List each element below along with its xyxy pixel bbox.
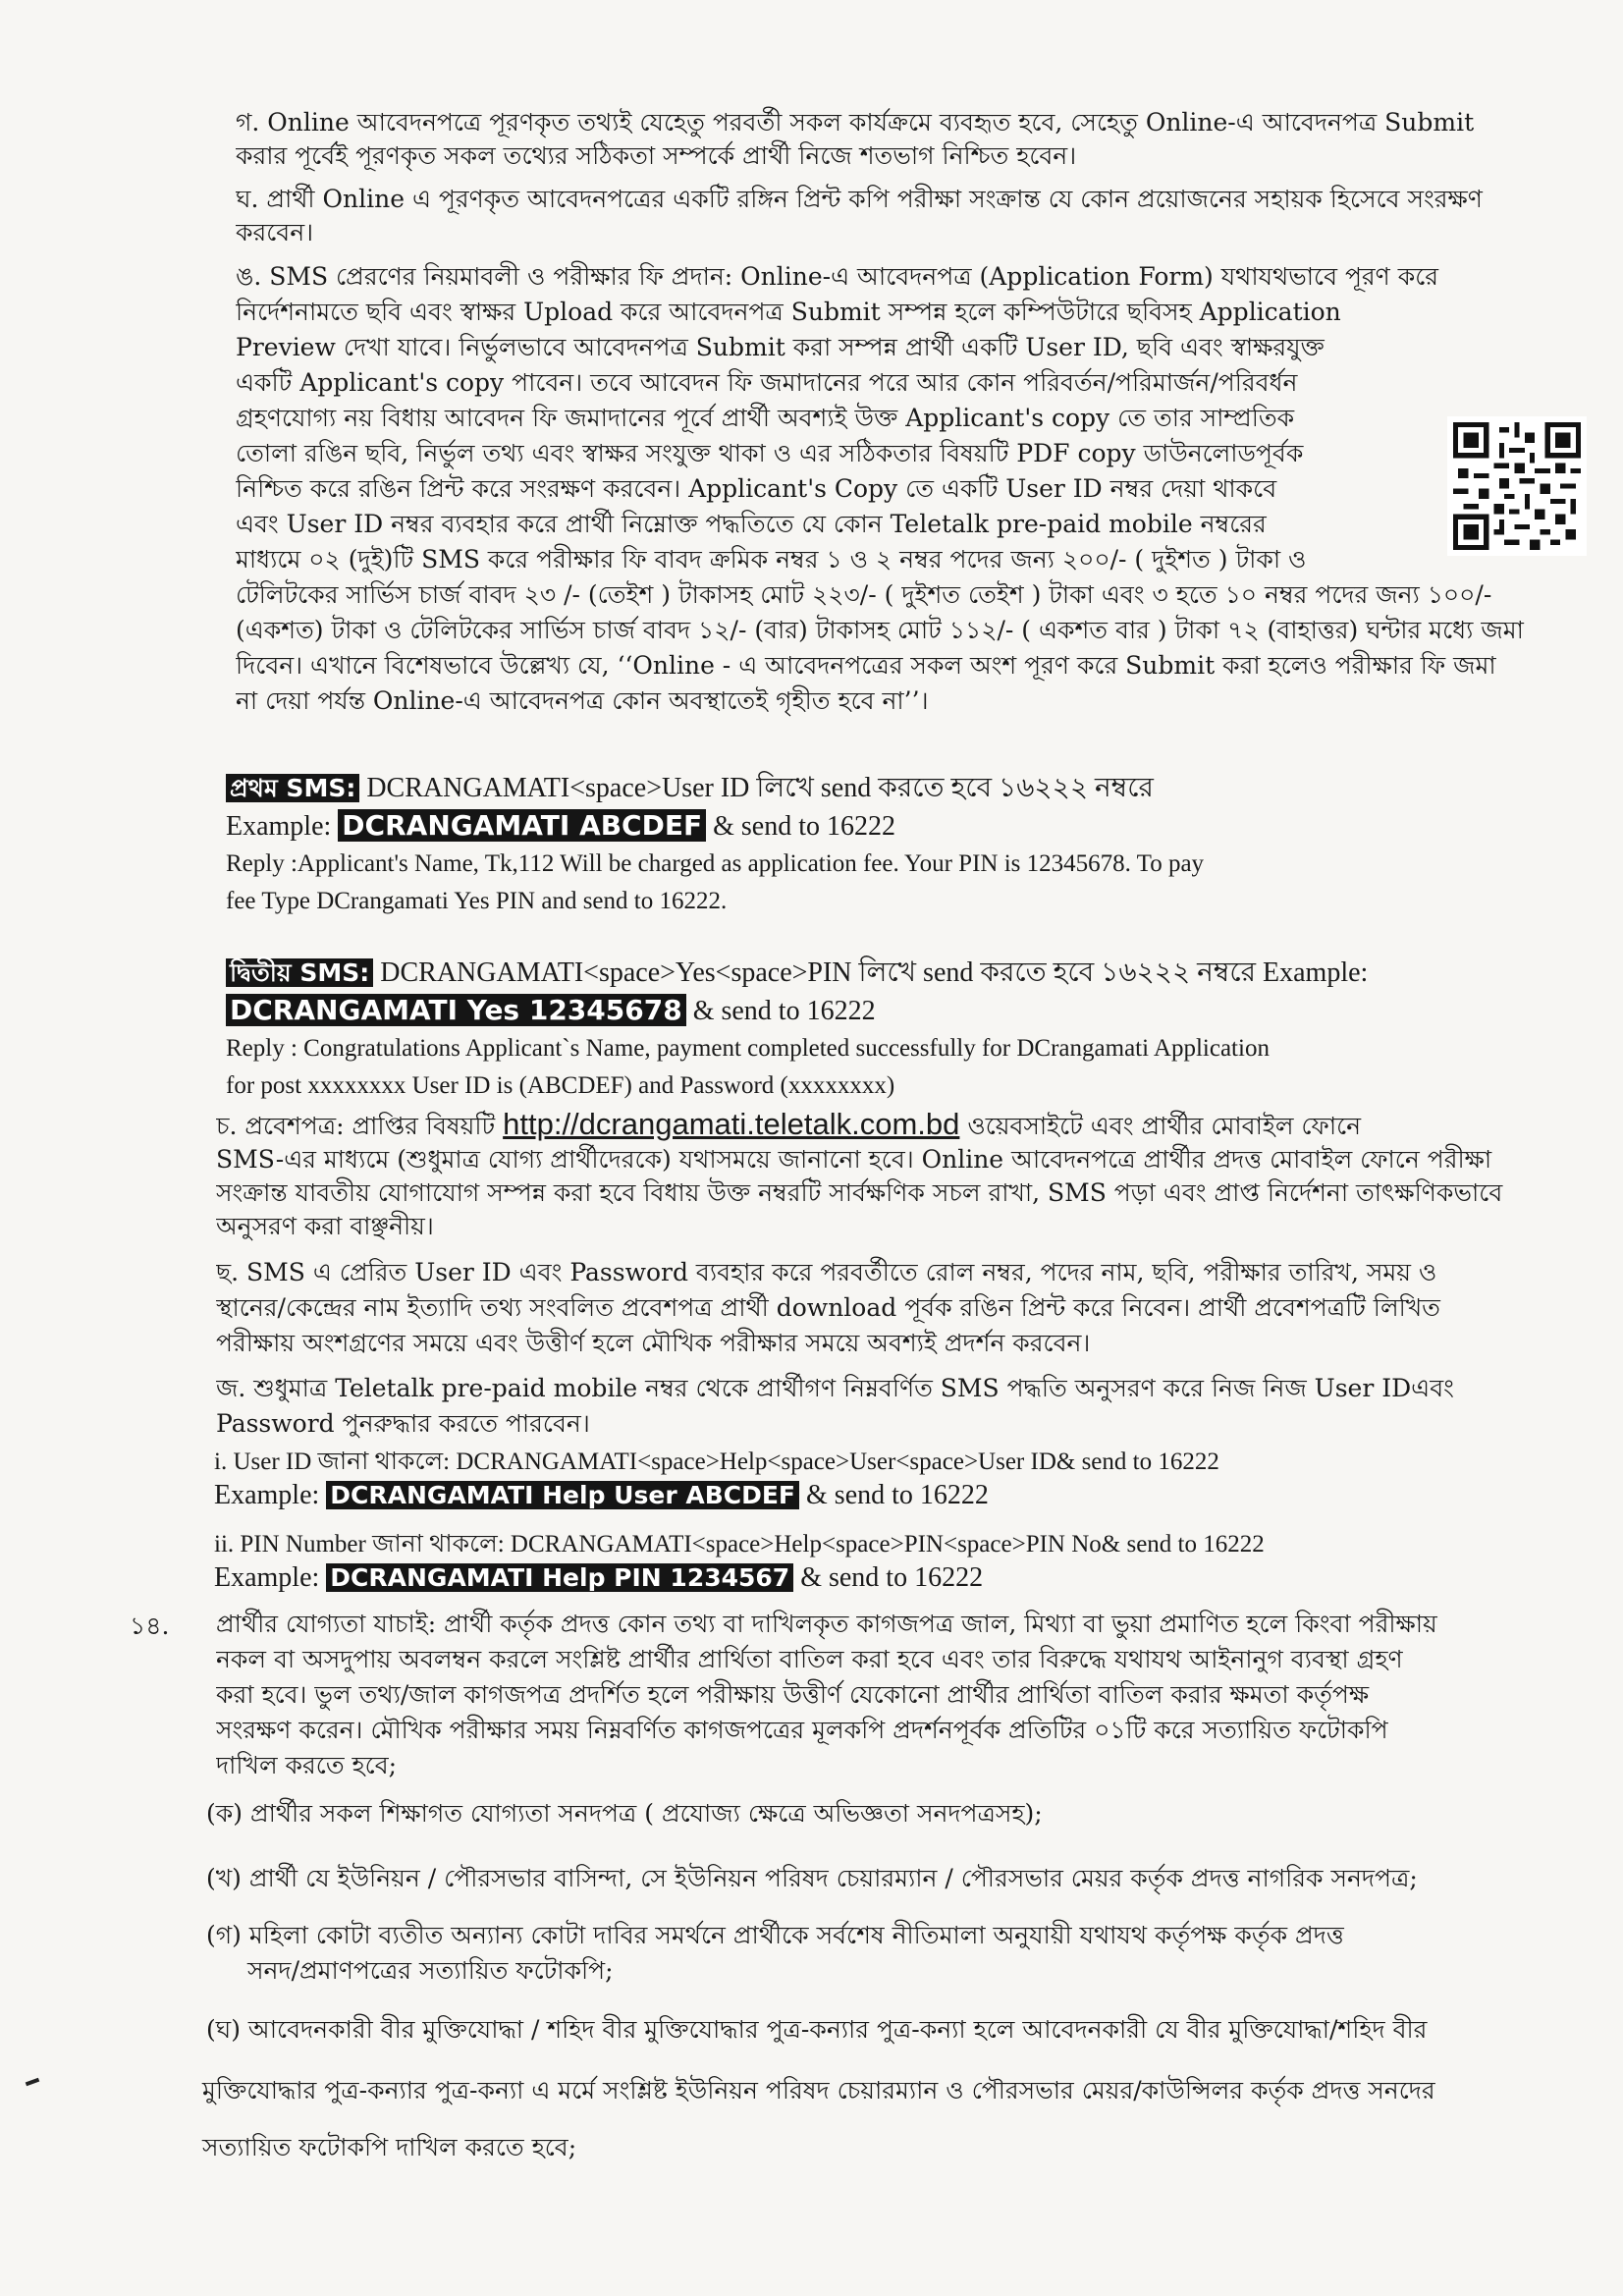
help-pin-line: ii. PIN Number জানা থাকলে: DCRANGAMATI<space>Help<space>PIN<space>PIN No& send to 16222 [214, 1531, 1265, 1558]
example-tail: & send to 16222 [706, 811, 895, 842]
website-link[interactable]: http://dcrangamati.teletalk.com.bd [503, 1108, 960, 1141]
example-label: Example: [226, 811, 339, 842]
text-line: দিবেন। এখানে বিশেষভাবে উল্লেখ্য যে, ‘‘Online - এ আবেদনপত্রের সকল অংশ পূরণ করে Submit করা হলেও পরীক্ষার ফি জমা [236, 651, 1496, 680]
sms-first-example-line [226, 807, 1581, 846]
text-line: SMS-এর মাধ্যমে (শুধুমাত্র যোগ্য প্রার্থীদেরকে) যথাসময়ে জানানো হবে। Online আবেদনপত্রে প্রার্থীর প্রদত্ত মোবাইল ফোনে পরীক্ষা [216, 1145, 1492, 1174]
sms-second-reply-2: for post xxxxxxxx User ID is (ABCDEF) and Password (xxxxxxxx) [226, 1072, 895, 1099]
section-14-body [216, 1607, 1581, 1783]
sms-second-label: দ্বিতীয় SMS: [226, 958, 373, 987]
sms-second-example-line [226, 992, 1581, 1030]
list-item-ka: (ক) প্রার্থীর সকল শিক্ষাগত যোগ্যতা সনদপত্র ( প্রযোজ্য ক্ষেত্রে অভিজ্ঞতা সনদপত্রসহ); [206, 1799, 1043, 1828]
list-item-gha-cont: সত্যায়িত ফটোকপি দাখিল করতে হবে; [202, 2133, 577, 2161]
cha-first-line [216, 1108, 1581, 1143]
paragraph-ja [216, 1371, 1581, 1442]
text-line: এবং User ID নম্বর ব্যবহার করে প্রার্থী নিম্নোক্ত পদ্ধতিতে যে কোন Teletalk pre-paid mobile নম্বরের [236, 510, 1267, 538]
cha-suffix: ওয়েবসাইটে এবং প্রার্থীর মোবাইল ফোনে [959, 1112, 1362, 1140]
text-line: গ্রহণযোগ্য নয় বিধায় আবেদন ফি জমাদানের পূর্বে প্রার্থী অবশ্যই উক্ত Applicant's copy তে তার সাম্প্রতিক [236, 404, 1295, 432]
text-line: নির্দেশনামতে ছবি এবং স্বাক্ষর Upload করে আবেদনপত্র Submit সম্পন্ন হলে কম্পিউটারে ছবিসহ Application [236, 298, 1341, 326]
text-line: (একশত) টাকা ও টেলিটকের সার্ভিস চার্জ বাবদ ১২/- (বার) টাকাসহ মোট ১১২/- ( একশত বার ) টাকা ৭২ (বাহাত্তর) ঘন্টার মধ্যে জমা [236, 616, 1524, 644]
paragraph-ga [236, 106, 1571, 173]
sms-first-format-line [226, 770, 1581, 807]
list-item-kha: (খ) প্রার্থী যে ইউনিয়ন / পৌরসভার বাসিন্দা, সে ইউনিয়ন পরিষদ চেয়ারম্যান / পৌরসভার মেয়র কর্তৃক প্রদত্ত নাগরিক সনদপত্র; [206, 1864, 1418, 1892]
text-line: মাধ্যমে ০২ (দুই)টি SMS করে পরীক্ষার ফি বাবদ ক্রমিক নম্বর ১ ও ২ নম্বর পদের জন্য ২০০/- ( দুইশত ) টাকা ও [236, 545, 1307, 574]
sms-first-format: DCRANGAMATI<space>User ID লিখে send করতে হবে ১৬২২২ নম্বরে [359, 773, 1154, 803]
text-line: ঙ. SMS প্রেরণের নিয়মাবলী ও পরীক্ষার ফি প্রদান: Online-এ আবেদনপত্র (Application Form) যথাযথভাবে পূরণ করে [236, 262, 1439, 291]
sms-second-format: DCRANGAMATI<space>Yes<space>PIN লিখে send করতে হবে ১৬২২২ নম্বরে Example: [373, 957, 1369, 988]
qr-code-icon [1447, 416, 1587, 556]
text-line: টেলিটকের সার্ভিস চার্জ বাবদ ২৩ /- (তেইশ ) টাকাসহ মোট ২২৩/- ( দুইশত তেইশ ) টাকা এবং ৩ হতে ১০ নম্বর পদের জন্য ১০০/- [236, 580, 1492, 609]
example-label: Example: [214, 1562, 327, 1593]
text-line: জ. শুধুমাত্র Teletalk pre-paid mobile নম্বর থেকে প্রার্থীগণ নিম্নবর্ণিত SMS পদ্ধতি অনুসরণ করে নিজ নিজ User IDএবং [216, 1374, 1454, 1402]
example-label: Example: [214, 1480, 327, 1510]
text-line: না দেয়া পর্যন্ত Online-এ আবেদনপত্র কোন অবস্থাতেই গৃহীত হবে না’’। [236, 686, 929, 715]
example-tail: & send to 16222 [685, 996, 876, 1026]
text-line: নকল বা অসদুপায় অবলম্বন করলে সংশ্লিষ্ট প্রার্থীর প্রার্থিতা বাতিল করা হবে এবং তার বিরুদ্ধে যথাযথ আইনানুগ ব্যবস্থা গ্রহণ [216, 1645, 1403, 1673]
text-line: সংক্রান্ত যাবতীয় যোগাযোগ সম্পন্ন করা হবে বিধায় উক্ত নম্বরটি সার্বক্ষণিক সচল রাখা, SMS পড়া এবং প্রাপ্ত নির্দেশনা তাৎক্ষণিকভাবে [216, 1178, 1503, 1207]
text-line: করবেন। [236, 218, 314, 246]
text-line: নিশ্চিত করে রঙিন প্রিন্ট করে সংরক্ষণ করবেন। Applicant's Copy তে একটি User ID নম্বর দেয়া থাকবে [236, 474, 1277, 503]
paragraph-cha [216, 1108, 1581, 1243]
sms-first-reply-1: Reply :Applicant's Name, Tk,112 Will be charged as application fee. Your PIN is 12345678. To pay [226, 850, 1205, 877]
help-pin-example-line [214, 1561, 1579, 1595]
sms-second-block [226, 955, 1581, 1105]
text-line: Password পুনরুদ্ধার করতে পারবেন। [216, 1409, 590, 1438]
text-line: স্থানের/কেন্দ্রের নাম ইত্যাদি তথ্য সংবলিত প্রবেশপত্র প্রার্থী download পূর্বক রঙিন প্রিন্ট করে নিবেন। প্রার্থী প্রবেশপত্রটি লিখিত [216, 1293, 1440, 1322]
help-pin-example-code: DCRANGAMATI Help PIN 1234567 [326, 1563, 793, 1592]
text-line: গ. Online আবেদনপত্রে পূরণকৃত তথ্যই যেহেতু পরবর্তী সকল কার্যক্রমে ব্যবহৃত হবে, সেহেতু Online-এ আবেদনপত্র Submit [236, 108, 1475, 137]
stray-mark [26, 2078, 40, 2087]
text-line: ঘ. প্রার্থী Online এ পূরণকৃত আবেদনপত্রের একটি রঙ্গিন প্রিন্ট কপি পরীক্ষা সংক্রান্ত যে কোন প্রয়োজনের সহায়ক হিসেবে সংরক্ষণ [236, 185, 1483, 213]
text-line: দাখিল করতে হবে; [216, 1751, 398, 1779]
cha-prefix: চ. প্রবেশপত্র: প্রাপ্তির বিষয়টি [216, 1112, 504, 1140]
text-line: করার পূর্বেই পূরণকৃত সকল তথ্যের সঠিকতা সম্পর্কে প্রার্থী নিজে শতভাগ নিশ্চিত হবেন। [236, 141, 1077, 170]
help-user-id-example-code: DCRANGAMATI Help User ABCDEF [326, 1481, 799, 1509]
help-user-id-line: i. User ID জানা থাকলে: DCRANGAMATI<space>Help<space>User<space>User ID& send to 16222 [214, 1449, 1219, 1475]
help-user-id-example-line [214, 1479, 1579, 1512]
list-item-gha: (ঘ) আবেদনকারী বীর মুক্তিযোদ্ধা / শহিদ বীর মুক্তিযোদ্ধার পুত্র-কন্যার পুত্র-কন্যা হলে আবেদনকারী যে বীর মুক্তিযোদ্ধা/শহিদ বীর [206, 2015, 1428, 2044]
sms-second-example-code: DCRANGAMATI Yes 12345678 [226, 994, 686, 1026]
paragraph-uma [236, 259, 1571, 719]
text-line: করা হবে। ভুল তথ্য/জাল কাগজপত্র প্রদর্শিত হলে পরীক্ষায় উত্তীর্ণ যেকোনো প্রার্থীর প্রার্থিতা বাতিল করার ক্ষমতা কর্তৃপক্ষ [216, 1680, 1370, 1709]
text-line: প্রার্থীর যোগ্যতা যাচাই: প্রার্থী কর্তৃক প্রদত্ত কোন তথ্য বা দাখিলকৃত কাগজপত্র জাল, মিথ্যা বা ভুয়া প্রমাণিত হলে কিংবা পরীক্ষায় [216, 1610, 1437, 1638]
help-user-id-block [214, 1446, 1579, 1512]
example-tail: & send to 16222 [799, 1480, 989, 1510]
text-line: পরীক্ষায় অংশগ্রণের সময়ে এবং উত্তীর্ণ হলে মৌখিক পরীক্ষার সময়ে অবশ্যই প্রদর্শন করবেন। [216, 1329, 1091, 1357]
text-line: তোলা রঙিন ছবি, নির্ভুল তথ্য এবং স্বাক্ষর সংযুক্ত থাকা ও এর সঠিকতার বিষয়টি PDF copy ডাউনলোডপূর্বক [236, 439, 1304, 467]
text-line: একটি Applicant's copy পাবেন। তবে আবেদন ফি জমাদানের পরে আর কোন পরিবর্তন/পরিমার্জন/পরিবর্ধন [236, 368, 1298, 397]
text-line: ছ. SMS এ প্রেরিত User ID এবং Password ব্যবহার করে পরবর্তীতে রোল নম্বর, পদের নাম, ছবি, পরীক্ষার তারিখ, সময় ও [216, 1258, 1437, 1286]
sms-second-format-line [226, 955, 1581, 992]
sms-first-label: প্রথম SMS: [226, 774, 359, 802]
sms-second-reply-1: Reply : Congratulations Applicant`s Name, payment completed successfully for DCrangamati Application [226, 1035, 1270, 1062]
sms-first-block [226, 770, 1581, 920]
sms-first-reply-2: fee Type DCrangamati Yes PIN and send to 16222. [226, 888, 728, 914]
paragraph-gha [236, 183, 1571, 249]
help-pin-block [214, 1528, 1579, 1595]
text-line: Preview দেখা যাবে। নির্ভুলভাবে আবেদনপত্র Submit করা সম্পন্ন প্রার্থী একটি User ID, ছবি এবং স্বাক্ষরযুক্ত [236, 333, 1325, 361]
text-line: অনুসরণ করা বাঞ্ছনীয়। [216, 1212, 434, 1240]
text-line: সংরক্ষণ করেন। মৌখিক পরীক্ষার সময় নিম্নবর্ণিত কাগজপত্রের মূলকপি প্রদর্শনপূর্বক প্রতিটির ০১টি করে সত্যায়িত ফটোকপি [216, 1716, 1388, 1744]
example-tail: & send to 16222 [793, 1562, 984, 1593]
paragraph-chha [216, 1255, 1581, 1361]
list-item-gha-cont: মুক্তিযোদ্ধার পুত্র-কন্যার পুত্র-কন্যা এ মর্মে সংশ্লিষ্ট ইউনিয়ন পরিষদ চেয়ারম্যান ও পৌরসভার মেয়র/কাউন্সিলর কর্তৃক প্রদত্ত সনদের [202, 2076, 1435, 2105]
sms-first-example-code: DCRANGAMATI ABCDEF [338, 809, 706, 842]
section-number: ১৪. [130, 1612, 170, 1640]
list-item-ga: (গ) মহিলা কোটা ব্যতীত অন্যান্য কোটা দাবির সমর্থনে প্রার্থীকে সর্বশেষ নীতিমালা অনুযায়ী যথাযথ কর্তৃপক্ষ কর্তৃক প্রদত্ত [206, 1921, 1344, 1949]
list-item-ga-cont: সনদ/প্রমাণপত্রের সত্যায়িত ফটোকপি; [247, 1956, 614, 1985]
